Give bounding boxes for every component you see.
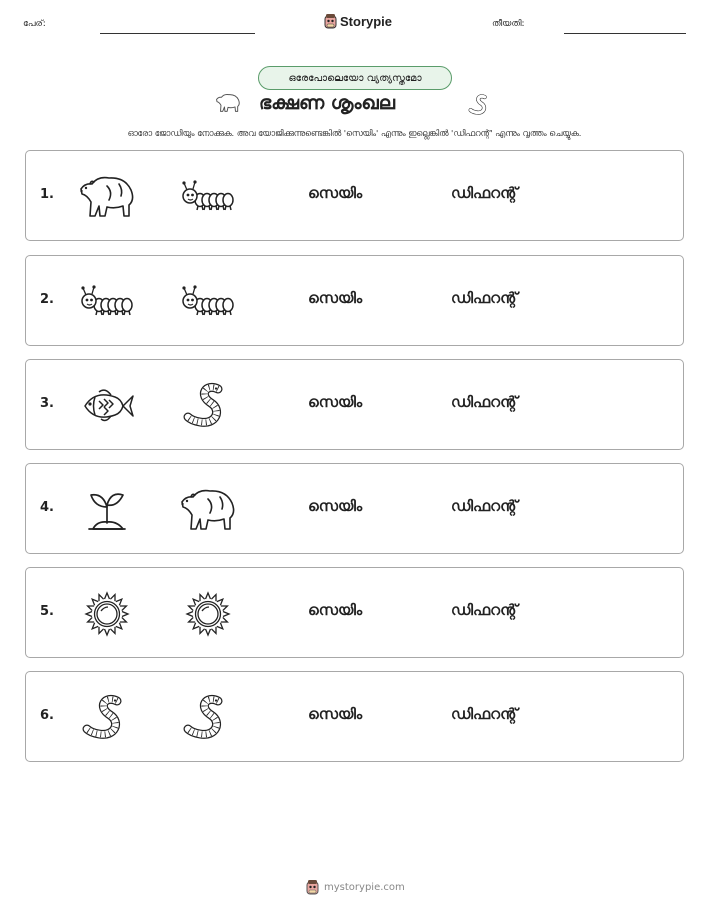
bear-icon: [77, 172, 137, 222]
bear-icon: [211, 92, 245, 118]
footer-url[interactable]: mystorypie.com: [324, 881, 405, 893]
question-row-4: [25, 463, 684, 554]
date-label: തീയതി:: [492, 19, 525, 29]
caterpillar-icon: [178, 277, 238, 327]
worksheet-title: ഭക്ഷണ ശൃംഖല: [259, 92, 395, 114]
question-row-5: [25, 567, 684, 658]
same-option[interactable]: സെയിം: [308, 289, 363, 307]
brand-name: Storypie: [340, 13, 393, 29]
same-option[interactable]: സെയിം: [308, 601, 363, 619]
caterpillar-icon: [77, 277, 137, 327]
row-number: 2.: [40, 292, 54, 307]
different-option[interactable]: ഡിഫറന്റ്: [451, 497, 518, 515]
same-option[interactable]: സെയിം: [308, 705, 363, 723]
sun-icon: [77, 589, 137, 639]
worm-icon: [178, 693, 238, 743]
fish-icon: [77, 381, 137, 431]
question-row-6: [25, 671, 684, 762]
sprout-icon: [77, 485, 137, 535]
storypie-mascot-icon: [306, 879, 319, 895]
different-option[interactable]: ഡിഫറന്റ്: [451, 184, 518, 202]
name-line[interactable]: [100, 33, 255, 34]
different-option[interactable]: ഡിഫറന്റ്: [451, 393, 518, 411]
same-option[interactable]: സെയിം: [308, 184, 363, 202]
worksheet-badge: ഒരേപോലെയോ വ്യത്യസ്തമോ: [258, 66, 452, 90]
storypie-mascot-icon: [324, 13, 337, 29]
worm-icon: [466, 89, 494, 125]
question-row-1: [25, 150, 684, 241]
same-option[interactable]: സെയിം: [308, 393, 363, 411]
different-option[interactable]: ഡിഫറന്റ്: [451, 289, 518, 307]
question-row-2: [25, 255, 684, 346]
name-label: പേര്:: [23, 19, 46, 29]
worm-icon: [178, 381, 238, 431]
caterpillar-icon: [178, 172, 238, 222]
sun-icon: [178, 589, 238, 639]
row-number: 5.: [40, 604, 54, 619]
date-line[interactable]: [564, 33, 686, 34]
row-number: 4.: [40, 500, 54, 515]
instructions: ഓരോ ജോഡിയും നോക്കുക. അവ യോജിക്കുന്നുണ്ടെങ്കിൽ 'സെയിം' എന്നും ഇല്ലെങ്കിൽ 'ഡിഫറന്റ്' എന്നും വൃത്തം ചെയ്യുക.: [127, 128, 582, 138]
different-option[interactable]: ഡിഫറന്റ്: [451, 705, 518, 723]
worm-icon: [77, 693, 137, 743]
row-number: 6.: [40, 708, 54, 723]
brand-logo: [324, 13, 392, 29]
different-option[interactable]: ഡിഫറന്റ്: [451, 601, 518, 619]
row-number: 3.: [40, 396, 54, 411]
bear-icon: [178, 485, 238, 535]
footer: [306, 879, 405, 895]
same-option[interactable]: സെയിം: [308, 497, 363, 515]
row-number: 1.: [40, 187, 54, 202]
question-row-3: [25, 359, 684, 450]
